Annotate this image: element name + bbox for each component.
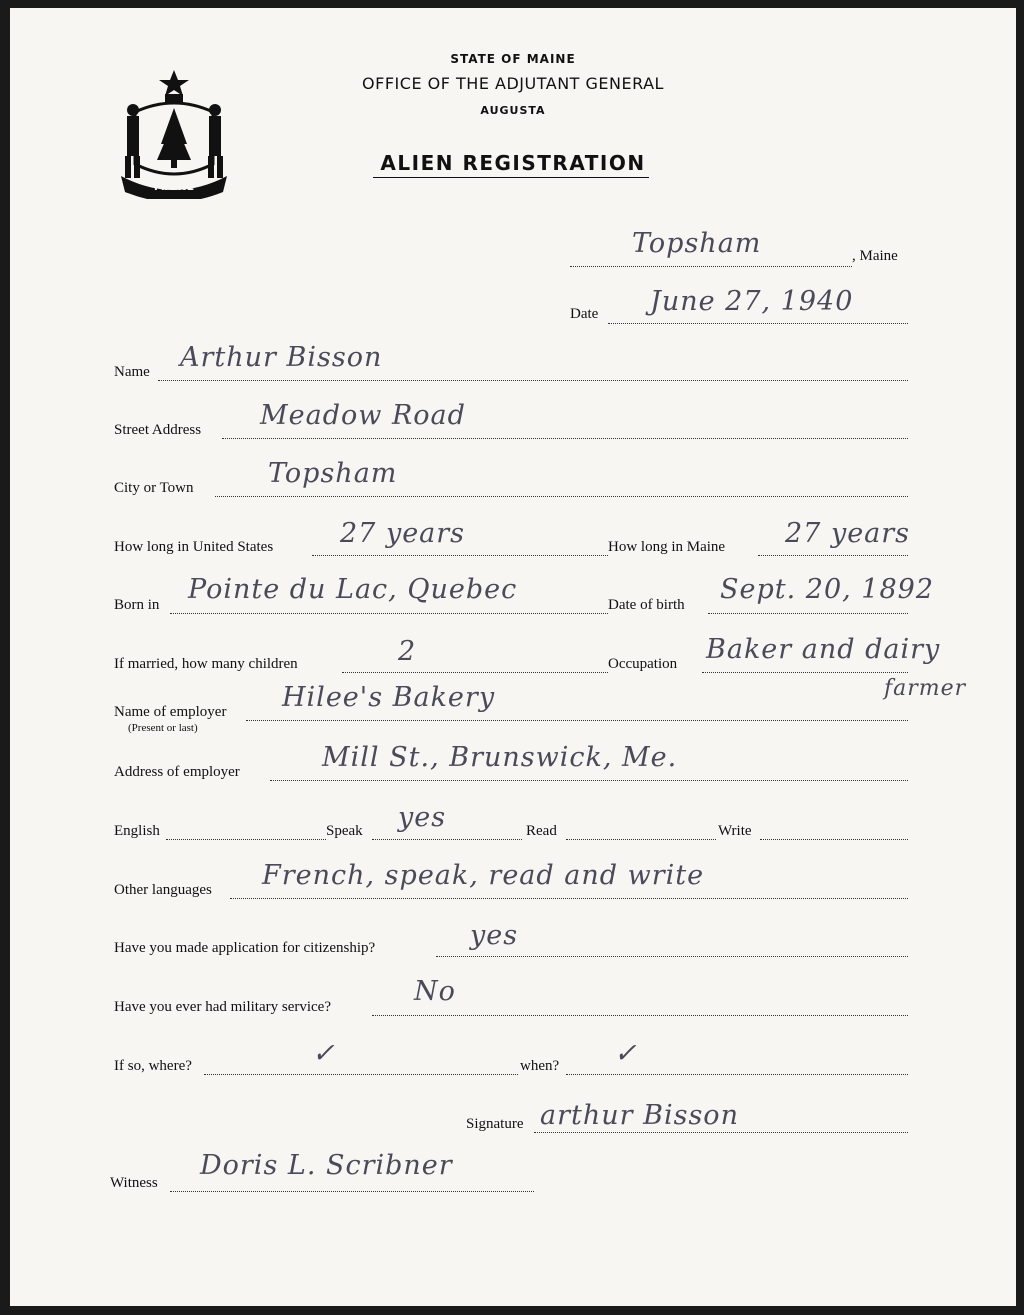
employer-address-value: Mill St., Brunswick, Me. [322, 742, 678, 773]
witness-line [170, 1191, 534, 1192]
witness-value: Doris L. Scribner [200, 1150, 453, 1181]
employer-address-line [270, 780, 908, 781]
name-value: Arthur Bisson [180, 342, 383, 373]
street-label: Street Address [114, 422, 202, 438]
city-line [215, 496, 908, 497]
english-label: English [114, 823, 160, 839]
place-line [570, 266, 852, 267]
children-line [342, 672, 608, 673]
how-long-maine-line [758, 555, 908, 556]
registration-form [10, 8, 1016, 1306]
speak-label: Speak [326, 823, 363, 839]
form-title: ALIEN REGISTRATION [380, 151, 646, 175]
born-in-label: Born in [114, 597, 160, 613]
other-languages-label: Other languages [114, 882, 212, 898]
read-line [566, 839, 716, 840]
when-label: when? [520, 1058, 560, 1074]
citizenship-line [436, 956, 908, 957]
signature-value: arthur Bisson [540, 1100, 739, 1131]
signature-line [534, 1132, 908, 1133]
military-label: Have you ever had military service? [114, 999, 331, 1015]
how-long-us-label: How long in United States [114, 539, 274, 555]
occupation-value-line1: Baker and dairy [706, 634, 941, 665]
how-long-us-value: 27 years [340, 518, 466, 549]
write-line [760, 839, 908, 840]
military-value: No [414, 976, 456, 1007]
children-label: If married, how many children [114, 656, 298, 672]
dob-value: Sept. 20, 1892 [720, 574, 935, 605]
date-label: Date [570, 306, 599, 322]
write-label: Write [718, 823, 752, 839]
how-long-us-line [312, 555, 608, 556]
occupation-line [702, 672, 908, 673]
place-value: Topsham [632, 228, 762, 259]
read-label: Read [526, 823, 557, 839]
header-office: OFFICE OF THE ADJUTANT GENERAL [362, 74, 664, 93]
citizenship-value: yes [470, 920, 519, 951]
other-languages-line [230, 898, 908, 899]
dob-line [708, 613, 908, 614]
street-value: Meadow Road [260, 400, 466, 431]
when-line [566, 1074, 908, 1075]
if-so-where-label: If so, where? [114, 1058, 192, 1074]
where-line [204, 1074, 518, 1075]
speak-line [372, 839, 522, 840]
city-label: City or Town [114, 480, 194, 496]
name-label: Name [114, 364, 150, 380]
children-value: 2 [398, 636, 417, 667]
english-line [166, 839, 326, 840]
header-state: STATE OF MAINE [450, 52, 576, 66]
witness-label: Witness [110, 1175, 158, 1191]
title-underline [373, 177, 649, 178]
maine-label: , Maine [852, 248, 898, 264]
seal-text: MAINE [153, 180, 195, 193]
when-value: ✓ [614, 1038, 638, 1069]
born-in-line [170, 613, 608, 614]
citizenship-label: Have you made application for citizenship? [114, 940, 376, 956]
city-value: Topsham [268, 458, 398, 489]
occupation-value-line2: farmer [884, 676, 967, 701]
how-long-maine-label: How long in Maine [608, 539, 726, 555]
date-line [608, 323, 908, 324]
speak-value: yes [398, 802, 447, 833]
header-city: AUGUSTA [480, 104, 546, 117]
name-line [158, 380, 908, 381]
where-value: ✓ [312, 1038, 336, 1069]
occupation-label: Occupation [608, 656, 678, 672]
how-long-maine-value: 27 years [785, 518, 911, 549]
date-value: June 27, 1940 [650, 286, 854, 317]
dob-label: Date of birth [608, 597, 685, 613]
signature-label: Signature [466, 1116, 524, 1132]
military-line [372, 1015, 908, 1016]
employer-line [246, 720, 908, 721]
employer-sublabel: (Present or last) [128, 722, 198, 734]
street-line [222, 438, 908, 439]
employer-label: Name of employer [114, 704, 227, 720]
born-in-value: Pointe du Lac, Quebec [188, 574, 518, 605]
employer-address-label: Address of employer [114, 764, 240, 780]
other-languages-value: French, speak, read and write [262, 860, 705, 891]
employer-value: Hilee's Bakery [282, 682, 496, 713]
